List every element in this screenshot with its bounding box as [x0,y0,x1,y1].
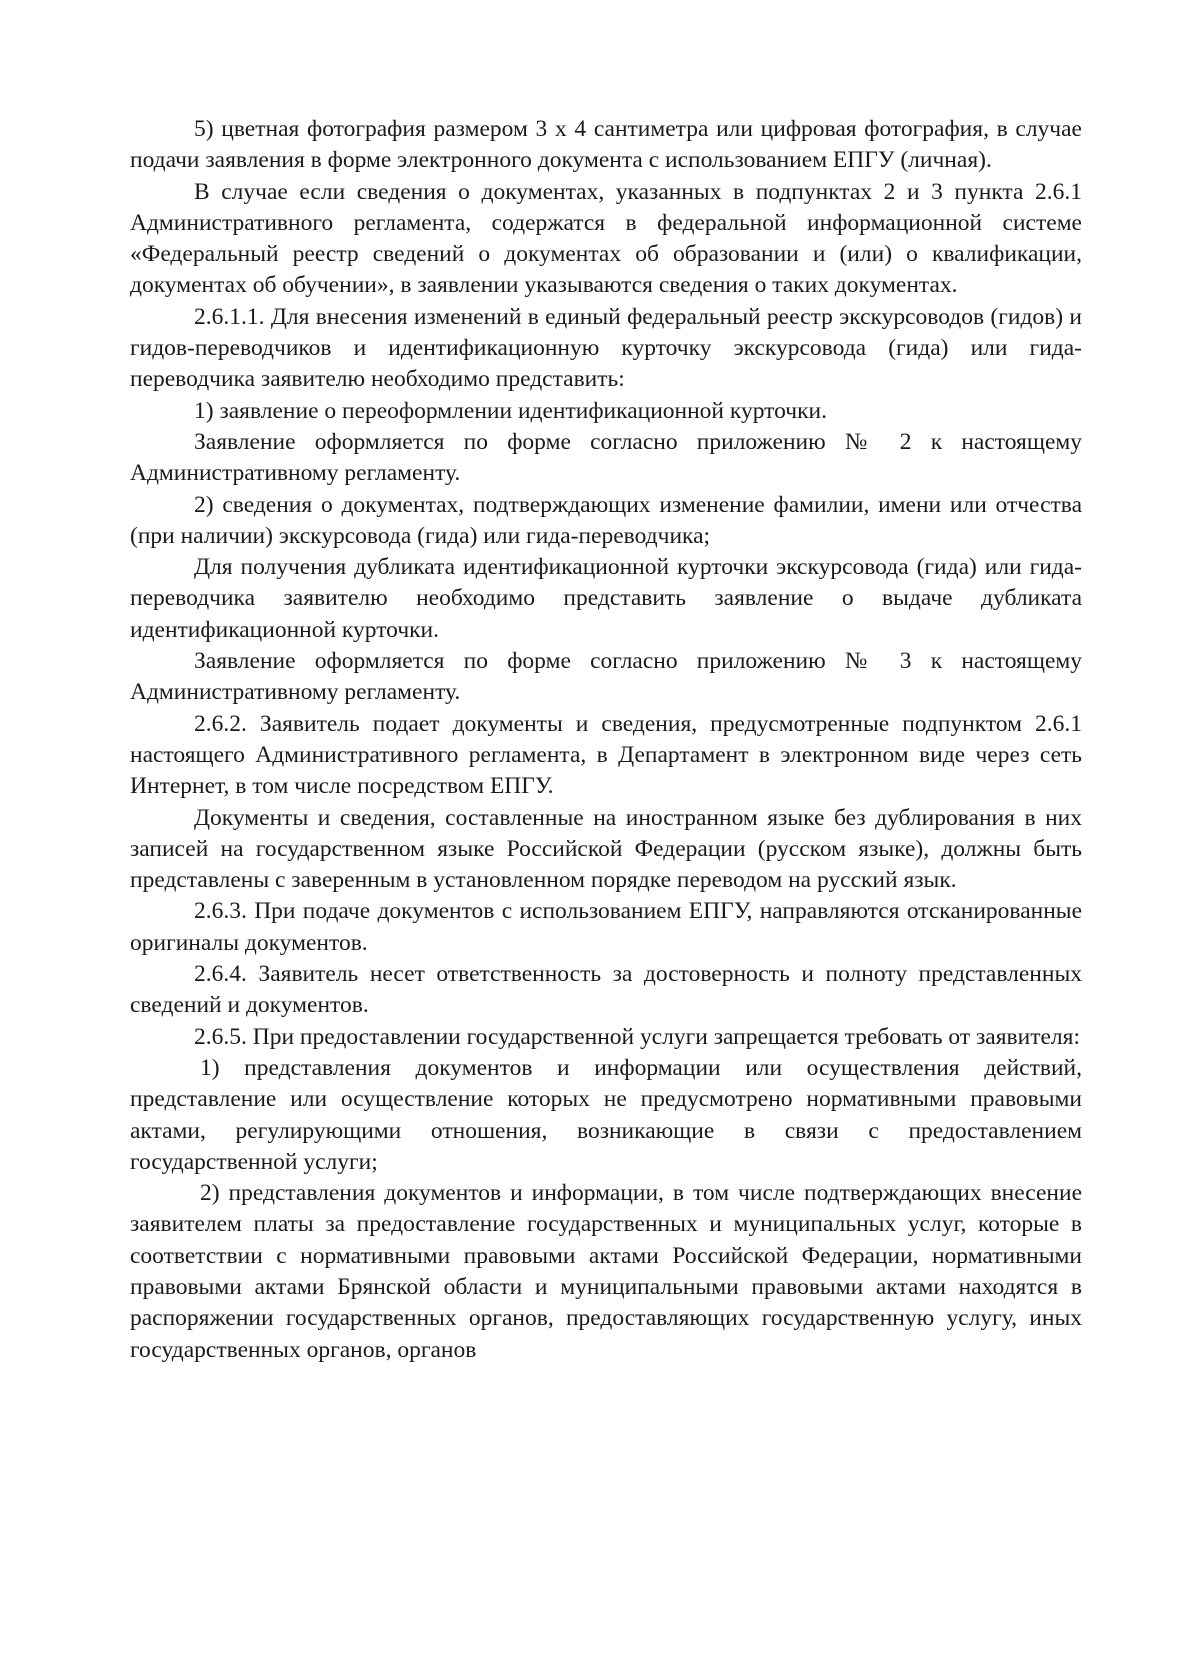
paragraph-2-6-1-1: 2.6.1.1. Для внесения изменений в единый федеральный реестр экскурсоводов (гидов) и гидов-переводчиков и идентификационную курточку экскурсовода (гида) или гида-переводчика заявителю необходимо представить: [130,303,1082,393]
paragraph-2-6-5: 2.6.5. При предоставлении государственной услуги запрещается требовать от заявителя: [194,1023,1080,1050]
paragraph-item-5-photo: 5) цветная фотография размером 3 x 4 сантиметра или цифровая фотография, в случае подачи заявления в форме электронного документа с использованием ЕПГУ (личная). [130,116,1082,174]
paragraph-appendix-2-form: Заявление оформляется по форме согласно приложению № 2 к настоящему Административному регламенту. [130,428,1082,487]
paragraph-2-6-3: 2.6.3. При подаче документов с использованием ЕПГУ, направляются отсканированные оригиналы документов. [130,898,1082,956]
document-body [130,114,1082,1366]
paragraph-prohibited-item-2: 2) представления документов и информации, в том числе подтверждающих внесение заявителем платы за предоставление государственных и муниципальных услуг, которые в соответствии с нормативными правовыми актами Российской Федерации, нормативными правовыми актами Брянской области и муниципальными правовыми актами находятся в распоряжении государственных органов, предоставляющих государственную услугу, иных государственных органов, органов [130,1180,1082,1363]
paragraph-federal-registry-info: В случае если сведения о документах, указанных в подпунктах 2 и 3 пункта 2.6.1 Административного регламента, содержатся в федеральной информационной системе «Федеральный реестр сведений о документах об образовании и (или) о квалификации, документах об обучении», в заявлении указываются сведения о таких документах. [130,178,1082,299]
paragraph-duplicate-request: Для получения дубликата идентификационной курточки экскурсовода (гида) или гида-переводчика заявителю необходимо представить заявление о выдаче дубликата идентификационной курточки. [130,554,1082,643]
paragraph-foreign-language-docs: Документы и сведения, составленные на иностранном языке без дублирования в них записей на государственном языке Российской Федерации (русском языке), должны быть представлены с заверенным в установленном порядке переводом на русский язык. [130,804,1082,894]
paragraph-2-6-4: 2.6.4. Заявитель несет ответственность за достоверность и полноту представленных сведений и документов. [130,961,1082,1019]
paragraph-appendix-3-form: Заявление оформляется по форме согласно приложению № 3 к настоящему Административному регламенту. [130,648,1082,706]
paragraph-2-6-2: 2.6.2. Заявитель подает документы и сведения, предусмотренные подпунктом 2.6.1 настоящего Административного регламента, в Департамент в электронном виде через сеть Интернет, в том числе посредством ЕПГУ. [130,710,1082,800]
paragraph-item-1-reissue-application: 1) заявление о переоформлении идентификационной курточки. [194,397,827,424]
paragraph-prohibited-item-1: 1) представления документов и информации или осуществления действий, представление или осуществление которых не предусмотрено нормативными правовыми актами, регулирующими отношения, возникающие в связи с предоставлением государственной услуги; [130,1054,1082,1175]
paragraph-item-2-name-change-docs: 2) сведения о документах, подтверждающих изменение фамилии, имени или отчества (при наличии) экскурсовода (гида) или гида-переводчика; [130,491,1082,549]
